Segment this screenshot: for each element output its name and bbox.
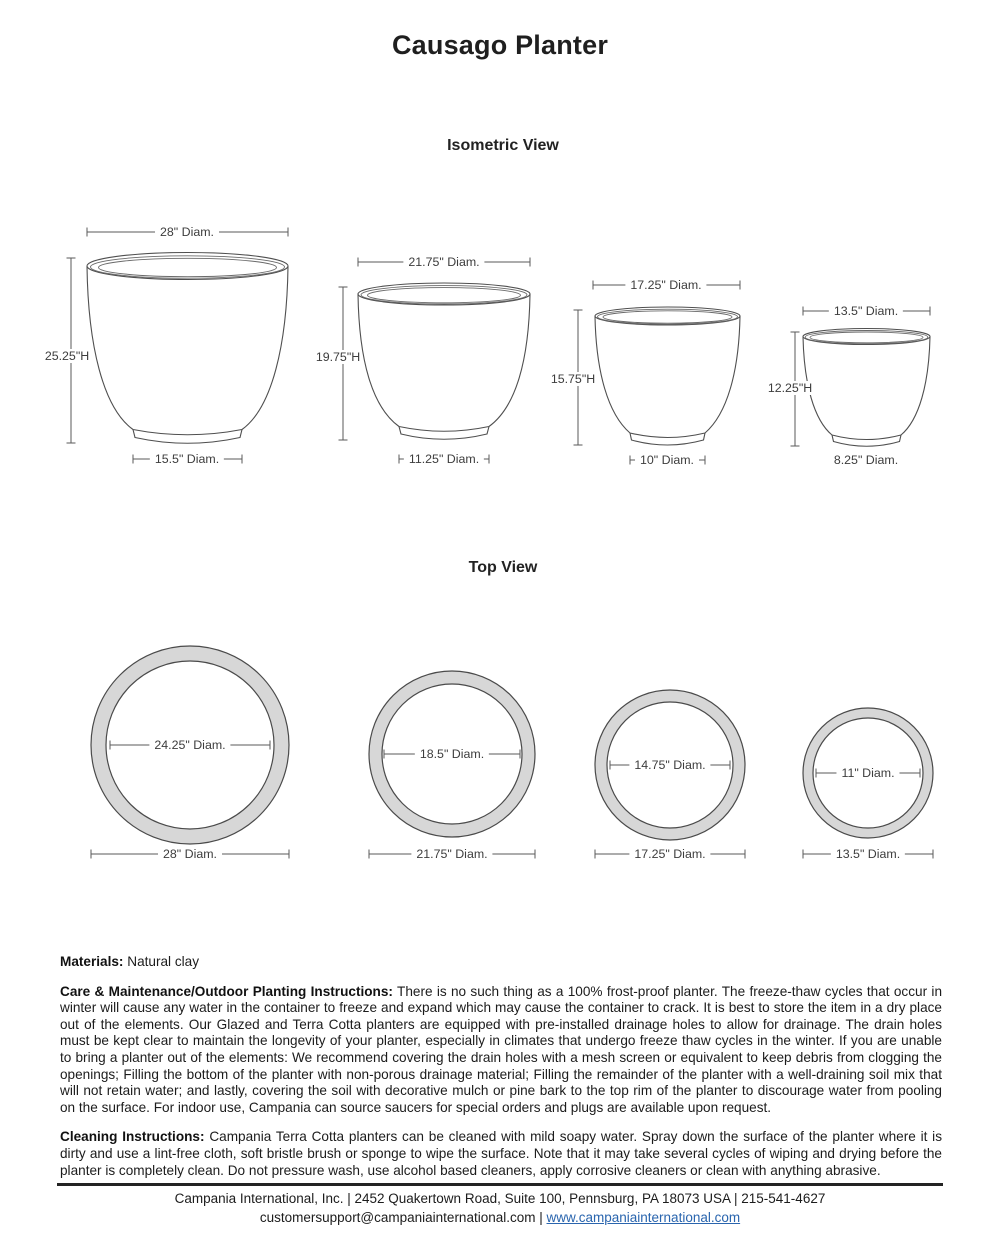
page-title: Causago Planter	[391, 30, 609, 60]
care-maintenance-label: Care & Maintenance/Outdoor Planting Instructions:	[60, 983, 393, 999]
ring-3-outer-diam-label: 17.25" Diam.	[629, 847, 710, 861]
pot-2-body	[358, 294, 530, 431]
pot-2-top-diam-label: 21.75" Diam.	[403, 255, 484, 269]
isometric-pot-1	[67, 228, 289, 464]
footer-company-line: Campania International, Inc. | 2452 Quakertown Road, Suite 100, Pennsburg, PA 18073 USA | 215-541-4627	[174, 1191, 826, 1206]
pot-2-rim-outer	[358, 283, 530, 305]
pot-1-bottom-diam-label: 15.5" Diam.	[150, 452, 224, 466]
pot-3-bottom-diam-label: 10" Diam.	[635, 453, 699, 467]
footer-email: customersupport@campaniainternational.com	[259, 1209, 536, 1225]
top-view-ring-2	[369, 671, 535, 859]
footer-website-link[interactable]: www.campaniainternational.com	[546, 1209, 741, 1225]
pot-3-body	[595, 316, 740, 438]
pot-1-body	[87, 266, 288, 435]
pot-4-bottom-diam-label: 8.25" Diam.	[829, 453, 903, 467]
ring-4-outer-diam-label: 13.5" Diam.	[831, 847, 905, 861]
pot-4-top-diam-label: 13.5" Diam.	[829, 304, 903, 318]
ring-2-outer-diam-label: 21.75" Diam.	[411, 847, 492, 861]
top-view-ring-3	[595, 690, 745, 859]
care-maintenance-paragraph	[60, 984, 942, 1117]
ring-1-outer-diam-label: 28" Diam.	[158, 847, 222, 861]
ring-2-inner-diam-label: 18.5" Diam.	[415, 747, 489, 761]
cleaning-text: Campania Terra Cotta planters can be cleaned with mild soapy water. Spray down the surface of the planter where it is dirty and use a lint-free cloth, soft bristle brush or sponge to wipe the surface. Note that it may take several cycles of wiping and drying before the planter is completely clean. Do not pressure wash, use alcohol based cleaners, apply corrosive cleaners or clean with anything abrasive.	[60, 1129, 943, 1178]
pot-4-body	[803, 337, 930, 440]
isometric-pot-3	[574, 281, 741, 465]
ring-1-inner-diam-label: 24.25" Diam.	[149, 738, 230, 752]
isometric-pot-2	[339, 258, 531, 464]
footer	[57, 1183, 943, 1227]
materials-paragraph	[60, 954, 942, 971]
care-maintenance-text: There is no such thing as a 100% frost-proof planter. The freeze-thaw cycles that occur in winter will cause any water in the container to freeze and expand which may cause the container to crack. It is best to store the item in a dry place out of the elements. Our Glazed and Terra Cotta planters are equipped with pre-installed drainage holes to allow for drainage. The drain holes must be kept clear to maintain the longevity of your planter, especially in climates that undergo freeze thaw cycles in the winter. If you are unable to bring a planter out of the elements: We recommend covering the drain holes with a mesh screen or equivalent to keep debris from clogging the openings; Filling the bottom of the planter with non-porous drainage material; Filling the remainder of the planter with a well-draining soil mix that will not retain water; and lastly, covering the soil with decorative mulch or pine bark to the top rim of the planter to discourage water from pooling on the surface. For indoor use, Campania can source saucers for special orders and plugs are available upon request.	[60, 983, 943, 1115]
footer-contact-line	[57, 1209, 943, 1228]
isometric-view-heading: Isometric View	[447, 137, 559, 154]
pot-2-bottom-diam-label: 11.25" Diam.	[404, 452, 484, 466]
top-view-heading: Top View	[468, 559, 538, 576]
pot-4-height-label: 12.25"H	[767, 381, 813, 395]
pot-3-top-diam-label: 17.25" Diam.	[625, 278, 706, 292]
cleaning-paragraph	[60, 1129, 942, 1179]
top-view-ring-1	[91, 646, 289, 859]
ring-3-inner-diam-label: 14.75" Diam.	[629, 758, 710, 772]
materials-label: Materials:	[60, 954, 124, 969]
footer-separator: |	[535, 1209, 547, 1225]
details-section	[60, 954, 942, 1192]
ring-4-inner-diam-label: 11" Diam.	[836, 766, 899, 780]
pot-1-top-diam-label: 28" Diam.	[155, 225, 219, 239]
pot-1-height-label: 25.25"H	[44, 349, 90, 363]
pot-3-height-label: 15.75"H	[550, 372, 596, 386]
pot-1-rim-outer	[87, 253, 288, 280]
pot-2-height-label: 19.75"H	[315, 350, 361, 364]
materials-value: Natural clay	[123, 954, 200, 969]
cleaning-label: Cleaning Instructions:	[60, 1129, 205, 1145]
top-view-ring-4	[803, 708, 933, 859]
